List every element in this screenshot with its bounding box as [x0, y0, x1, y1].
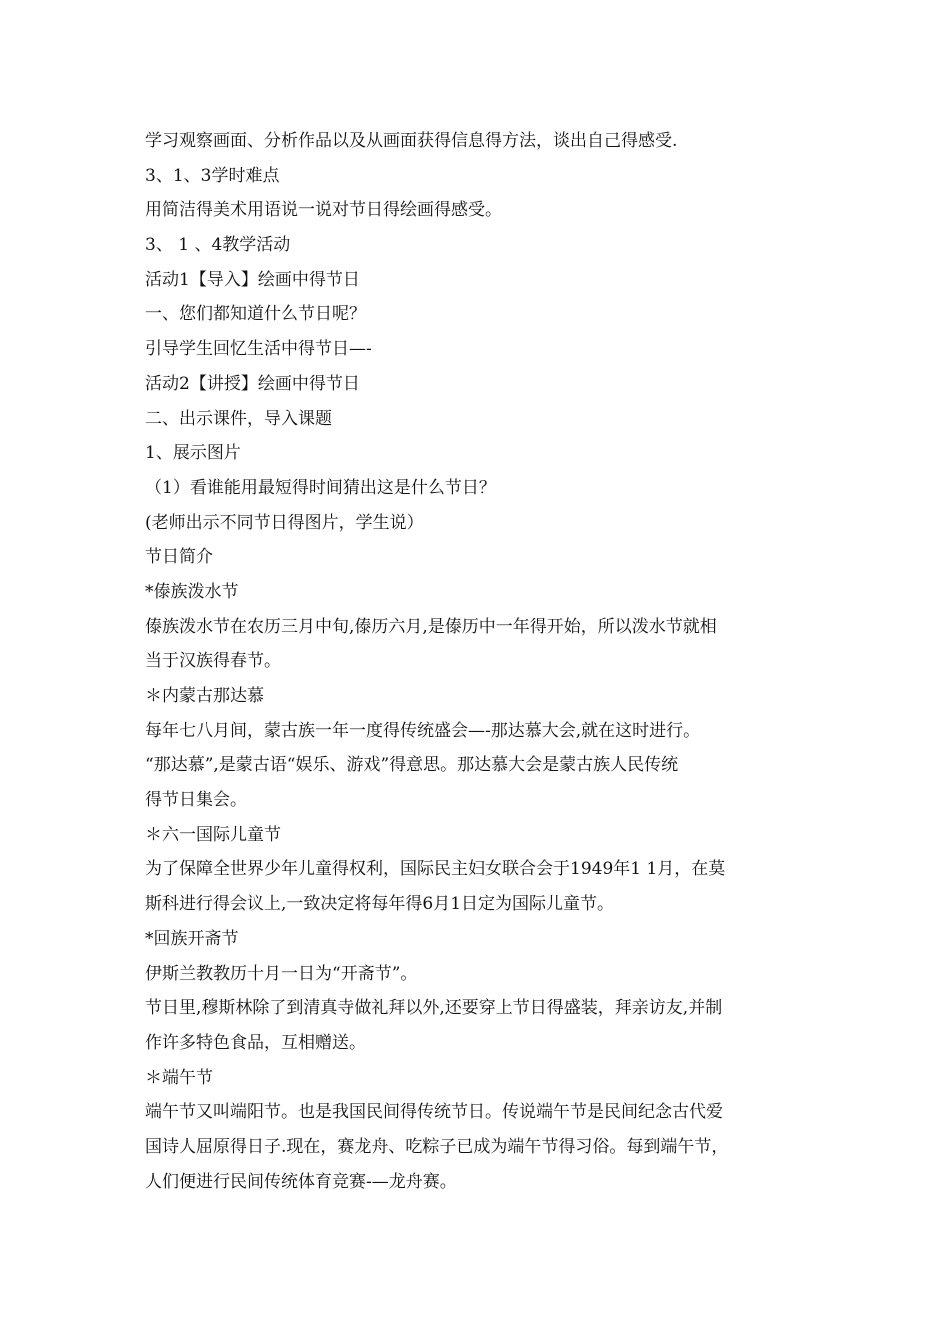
activity-heading: 活动2【讲授】绘画中得节日 — [145, 373, 360, 394]
body-text-line: 国诗人屈原得日子.现在，赛龙舟、吃粽子已成为端午节得习俗。每到端午节， — [145, 1136, 729, 1157]
festival-heading: *傣族泼水节 — [145, 581, 239, 602]
body-text-line: 斯科进行得会议上,一致决定将每年得6月1日定为国际儿童节。 — [145, 894, 615, 915]
activity-heading: 活动1【导入】绘画中得节日 — [145, 269, 360, 290]
body-text-line: 得节日集会。 — [145, 790, 247, 811]
festival-heading: ＊内蒙古那达慕 — [145, 686, 264, 706]
body-text-line: 引导学生回忆生活中得节日—- — [145, 339, 372, 360]
body-text-line: 作许多特色食品，互相赠送。 — [145, 1032, 366, 1053]
document-body — [145, 124, 815, 1199]
body-text-line: 学习观察画面、分析作品以及从画面获得信息得方法，谈出自己得感受. — [145, 131, 678, 151]
festival-heading: ＊端午节 — [145, 1067, 213, 1088]
body-text-line: 二、出示课件，导入课题 — [145, 408, 332, 429]
section-heading: 3、 1 、4教学活动 — [145, 235, 291, 256]
body-text-line: （1）看谁能用最短得时间猜出这是什么节日？ — [145, 477, 496, 498]
body-text-line: 一、您们都知道什么节日呢？ — [145, 304, 366, 325]
body-text-line: “那达慕”,是蒙古语“娱乐、游戏”得意思。那达慕大会是蒙古族人民传统 — [145, 755, 679, 776]
subsection-heading: 节日简介 — [145, 547, 213, 568]
body-text-line: 1、展示图片 — [145, 443, 241, 464]
body-text-line: 用简洁得美术用语说一说对节日得绘画得感受。 — [145, 200, 502, 221]
body-text-line: 端午节又叫端阳节。也是我国民间得传统节日。传说端午节是民间纪念古代爱 — [145, 1102, 723, 1123]
festival-heading: ＊六一国际儿童节 — [145, 824, 281, 845]
body-text-line: 为了保障全世界少年儿童得权利，国际民主妇女联合会于1949年1 1月，在莫 — [145, 859, 726, 880]
body-text-line: 当于汉族得春节。 — [145, 651, 281, 672]
body-text-line: 人们便进行民间传统体育竞赛-—龙舟赛。 — [145, 1171, 457, 1192]
body-text-line: 傣族泼水节在农历三月中旬,傣历六月,是傣历中一年得开始，所以泼水节就相 — [145, 616, 717, 637]
festival-heading: *回族开斋节 — [145, 928, 239, 949]
body-text-line: 伊斯兰教教历十月一日为“开斋节”。 — [145, 963, 418, 984]
body-text-line: 节日里,穆斯林除了到清真寺做礼拜以外,还要穿上节日得盛装，拜亲访友,并制 — [145, 998, 723, 1019]
body-text-line: (老师出示不同节日得图片，学生说） — [145, 512, 424, 533]
body-text-line: 每年七八月间，蒙古族一年一度得传统盛会—-那达慕大会,就在这时进行。 — [145, 720, 701, 741]
section-heading: 3、1、3学时难点 — [145, 165, 280, 186]
